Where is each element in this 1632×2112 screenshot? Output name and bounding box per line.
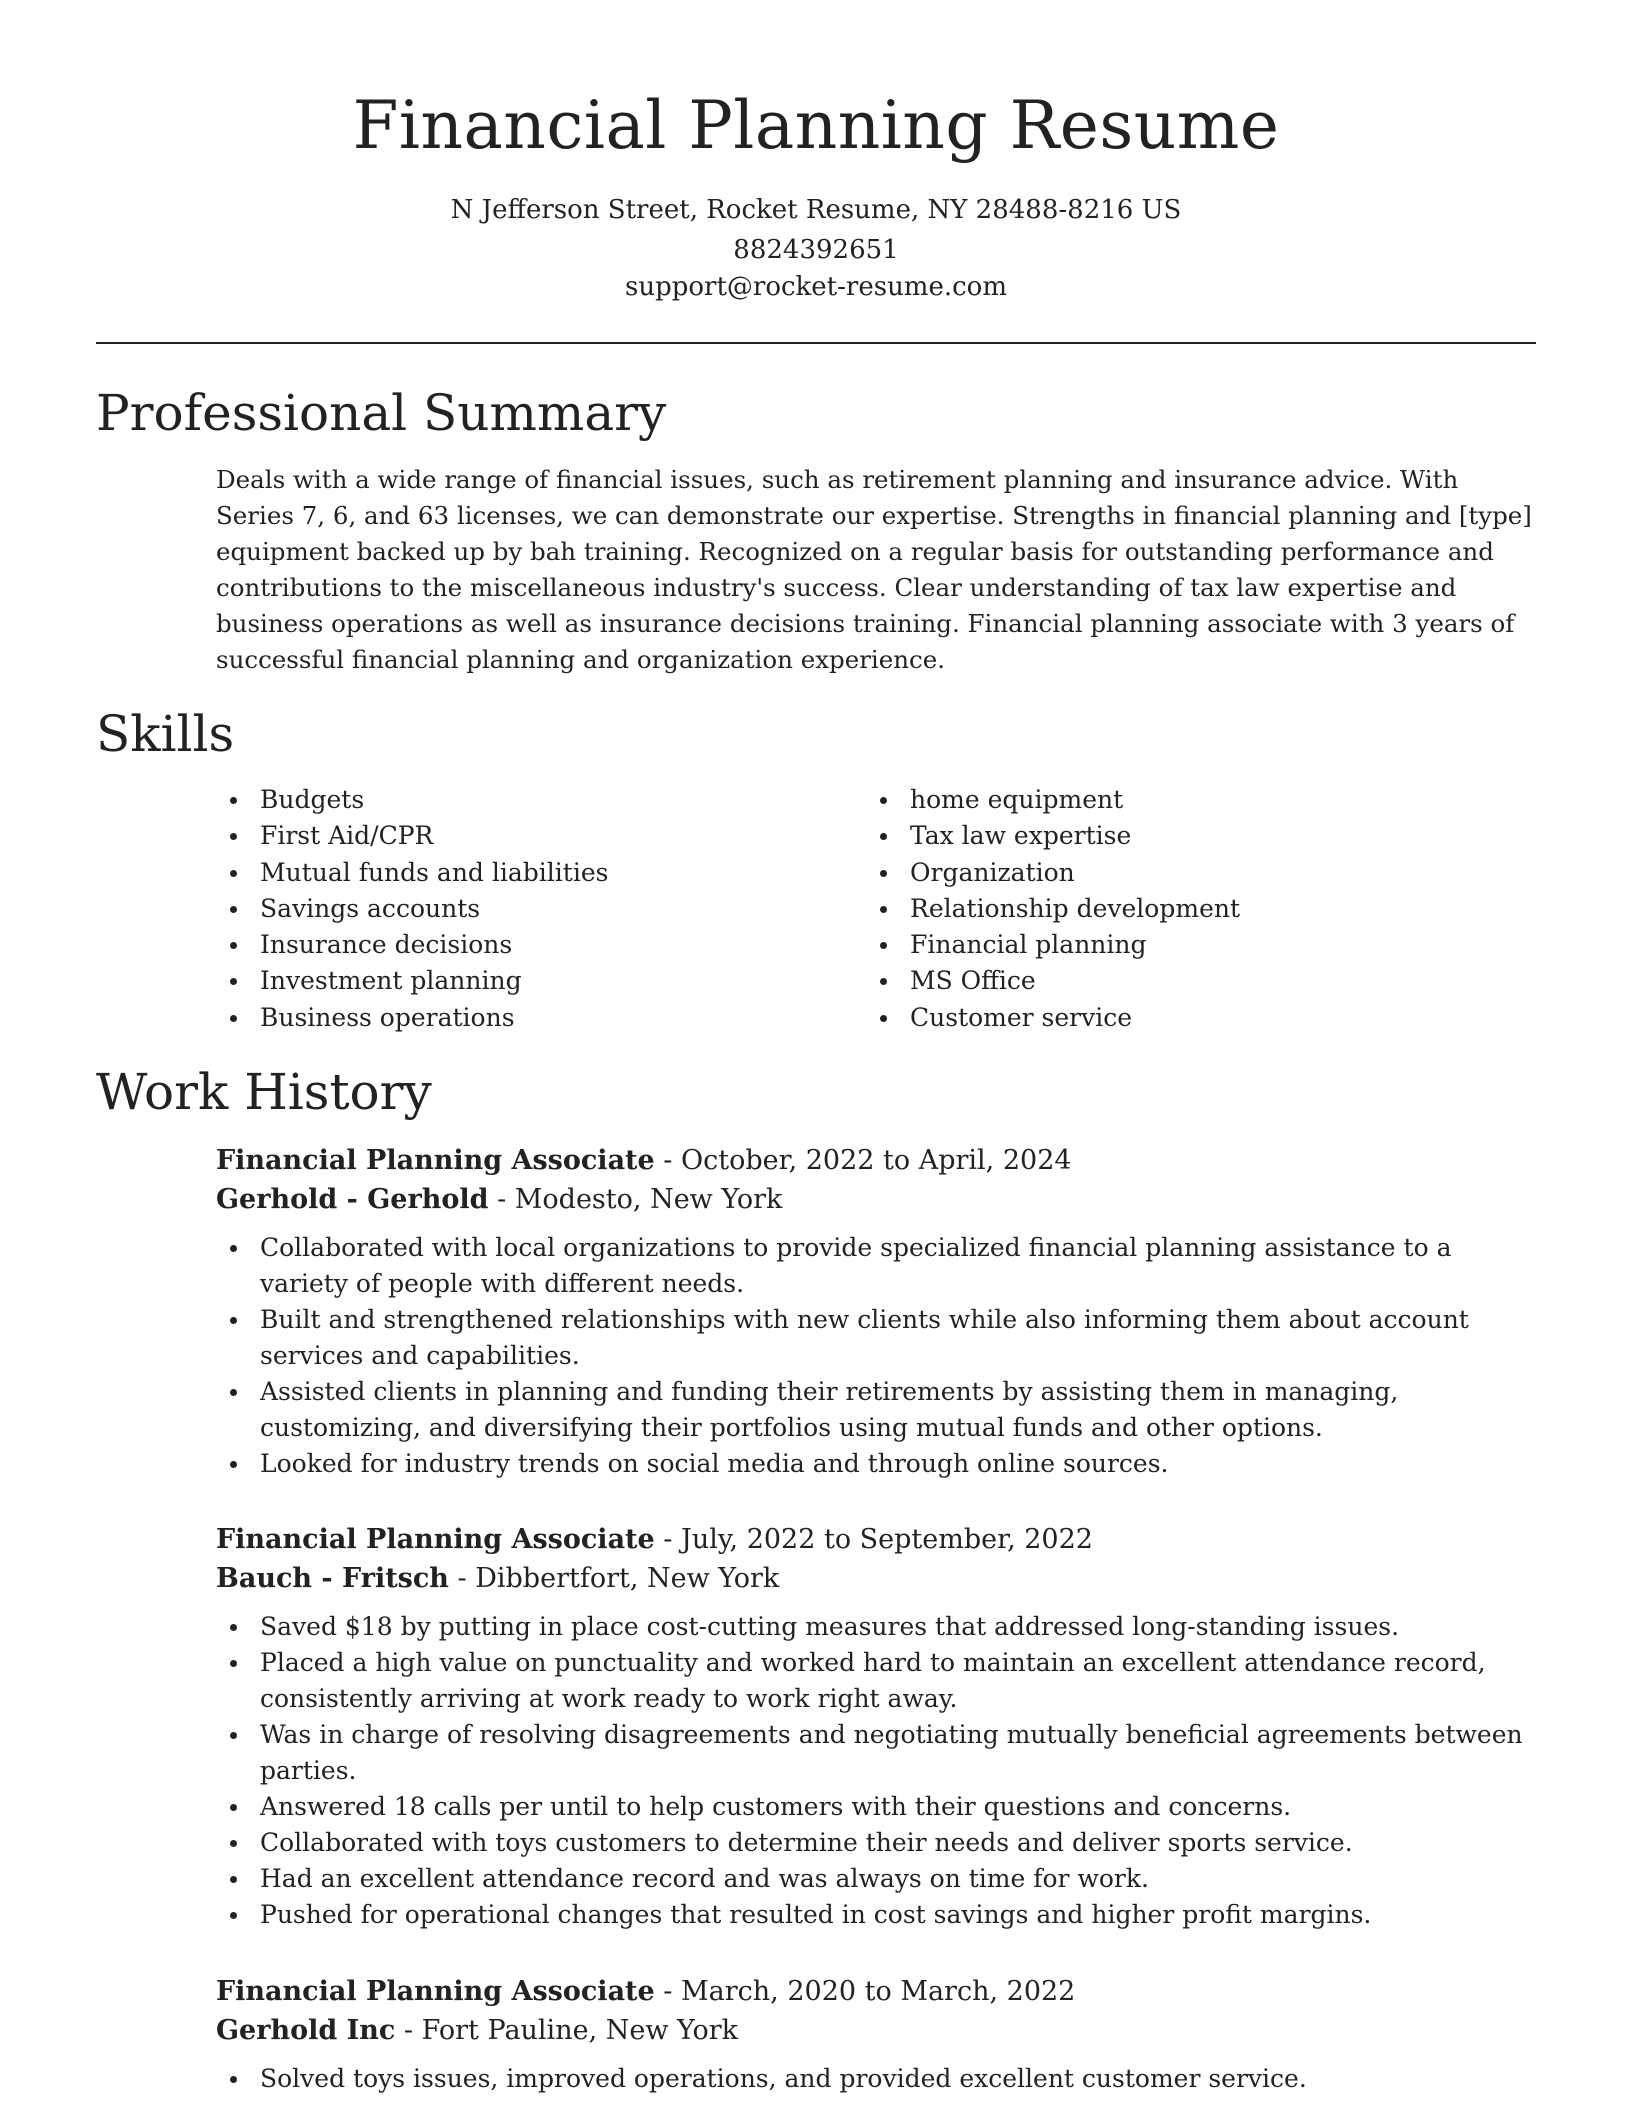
job-location: - Fort Pauline, New York <box>395 2015 739 2046</box>
job-bullet: Saved $18 by putting in place cost-cutting measures that addressed long-standing issues. <box>216 1609 1536 1645</box>
skill-item: Savings accounts <box>216 891 836 927</box>
job-employer <box>216 2011 1536 2050</box>
skill-item: Relationship development <box>866 891 1516 927</box>
job-entry <box>216 1972 1536 2097</box>
job-entry <box>216 1141 1536 1482</box>
job-location: - Modesto, New York <box>488 1184 783 1215</box>
header-divider <box>96 342 1536 344</box>
skill-item: Customer service <box>866 1000 1516 1036</box>
job-bullet: Built and strengthened relationships with new clients while also informing them about account services and capabilities. <box>216 1302 1536 1374</box>
skill-item: Mutual funds and liabilities <box>216 855 836 891</box>
job-bullet: Was in charge of resolving disagreements and negotiating mutually beneficial agreements between parties. <box>216 1717 1536 1789</box>
job-title: Financial Planning Associate <box>216 1145 655 1176</box>
skills-list-left <box>216 782 836 1036</box>
skill-item: Budgets <box>216 782 836 818</box>
skill-item: Financial planning <box>866 927 1516 963</box>
skill-item: Business operations <box>216 1000 836 1036</box>
job-bullet: Had an excellent attendance record and was always on time for work. <box>216 1861 1536 1897</box>
job-company: Gerhold - Gerhold <box>216 1184 489 1215</box>
job-bullet: Pushed for operational changes that resulted in cost savings and higher profit margins. <box>216 1897 1536 1933</box>
resume-name: Financial Planning Resume <box>352 87 1280 164</box>
skill-item: Tax law expertise <box>866 818 1516 854</box>
job-dates: - March, 2020 to March, 2022 <box>654 1976 1076 2007</box>
job-bullet: Solved toys issues, improved operations, and provided excellent customer service. <box>216 2061 1536 2097</box>
job-bullet-list <box>216 1609 1536 1933</box>
job-title: Financial Planning Associate <box>216 1524 655 1555</box>
job-title: Financial Planning Associate <box>216 1976 655 2007</box>
job-company: Gerhold Inc <box>216 2015 396 2046</box>
job-location: - Dibbertfort, New York <box>448 1563 780 1594</box>
job-employer <box>216 1559 1536 1598</box>
skills-heading: Skills <box>96 705 235 763</box>
contact-phone: 8824392651 <box>733 235 899 265</box>
skill-item: Investment planning <box>216 963 836 999</box>
summary-text: Deals with a wide range of financial issues, such as retirement planning and insurance advice. With Series 7, 6, and 63 licenses, we can demonstrate our expertise. Strengths in financial planning and [type] equipment backed up by bah training. Recognized on a regular basis for outstanding performance and contributions to the miscellaneous industry's success. Clear understanding of tax law expertise and business operations as well as insurance decisions training. Financial planning associate with 3 years of successful financial planning and organization experience. <box>216 465 1532 674</box>
job-header <box>216 1972 1536 2011</box>
summary-heading: Professional Summary <box>96 384 667 442</box>
job-bullet-list <box>216 1230 1536 1482</box>
job-bullet: Looked for industry trends on social media and through online sources. <box>216 1446 1536 1482</box>
skill-item: Insurance decisions <box>216 927 836 963</box>
contact-email: support@rocket-resume.com <box>624 272 1007 302</box>
contact-address: N Jefferson Street, Rocket Resume, NY 28488-8216 US <box>450 195 1182 225</box>
job-bullet: Placed a high value on punctuality and worked hard to maintain an excellent attendance record, consistently arriving at work ready to work right away. <box>216 1645 1536 1717</box>
job-bullet: Answered 18 calls per until to help customers with their questions and concerns. <box>216 1789 1536 1825</box>
job-bullet: Collaborated with local organizations to provide specialized financial planning assistance to a variety of people with different needs. <box>216 1230 1536 1302</box>
skill-item: MS Office <box>866 963 1516 999</box>
job-company: Bauch - Fritsch <box>216 1563 449 1594</box>
job-entry <box>216 1520 1536 1933</box>
job-bullet: Assisted clients in planning and funding their retirements by assisting them in managing, customizing, and diversifying their portfolios using mutual funds and other options. <box>216 1374 1536 1446</box>
job-bullet: Collaborated with toys customers to determine their needs and deliver sports service. <box>216 1825 1536 1861</box>
job-header <box>216 1520 1536 1559</box>
work-history-heading: Work History <box>96 1063 432 1121</box>
job-employer <box>216 1180 1536 1219</box>
skill-item: Organization <box>866 855 1516 891</box>
skills-list-right <box>866 782 1516 1036</box>
job-dates: - July, 2022 to September, 2022 <box>654 1524 1093 1555</box>
skill-item: First Aid/CPR <box>216 818 836 854</box>
job-bullet-list <box>216 2061 1536 2097</box>
job-dates: - October, 2022 to April, 2024 <box>654 1145 1072 1176</box>
job-header <box>216 1141 1536 1180</box>
skill-item: home equipment <box>866 782 1516 818</box>
